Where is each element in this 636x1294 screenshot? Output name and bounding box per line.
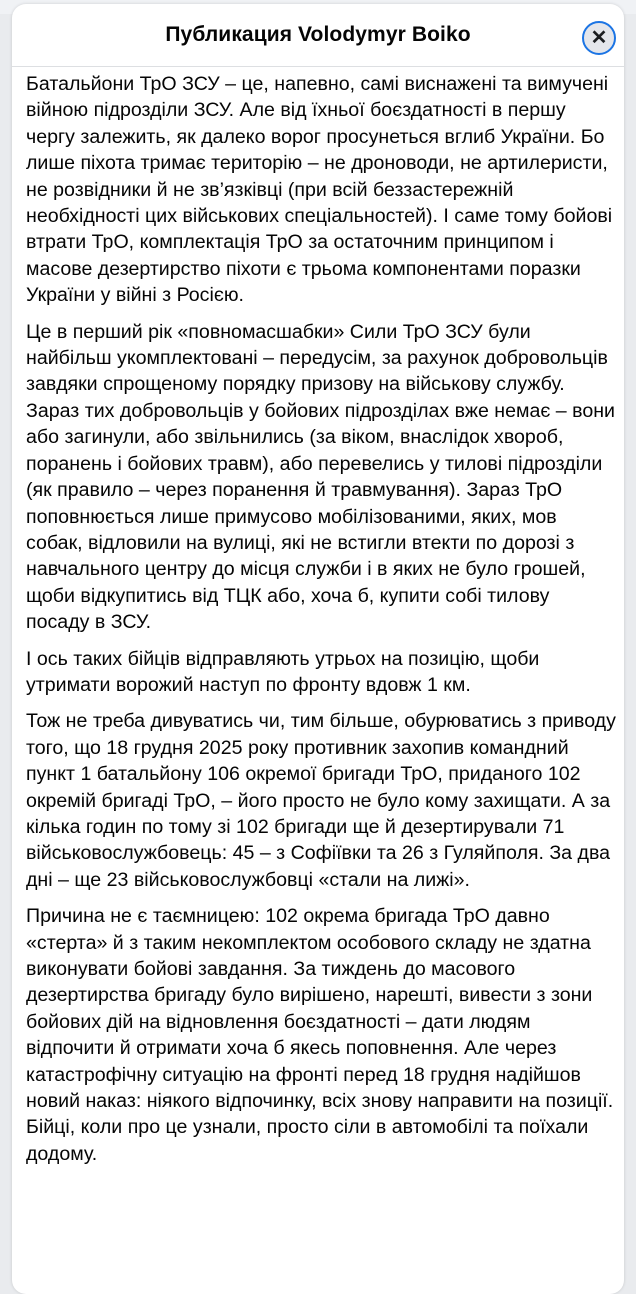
dialog-header xyxy=(12,4,624,67)
close-button[interactable] xyxy=(582,21,616,55)
post-body xyxy=(12,67,624,1167)
post-paragraph: Причина не є таємницею: 102 окрема бригада ТрО давно «стерта» й з таким некомплектом особового складу не здатна виконувати бойові завдання. За тиждень до масового дезертирства бригаду було вирішено, нарешті, вивести з зони бойових дій на відновлення боєздатності – дати людям відпочити й отримати хоча б якесь поповнення. Але через катастрофічну ситуацію на фронті перед 18 грудня надійшов новий наказ: ніякого відпочинку, всіх знову направити на позиції. Бійці, коли про це узнали, просто сіли в автомобілі та поїхали додому. xyxy=(26,905,614,1165)
post-paragraph: І ось таких бійців відправляють утрьох на позицію, щоби утримати ворожий наступ по фронту вдовж 1 км. xyxy=(26,647,540,696)
post-dialog xyxy=(12,4,624,1294)
post-paragraph: Тож не треба дивуватись чи, тим більше, обурюватись з приводу того, що 18 грудня 2025 року противник захопив командний пункт 1 батальйону 106 окремої бригади ТрО, приданого 102 окремій бригаді ТрО, – його просто не було кому захищати. А за кілька годин по тому зі 102 бригади ще й дезертирували 71 військовослужбовець: 45 – з Софіївки та 26 з Гуляйполя. За два дні – ще 23 військовослужбовці «стали на лижі». xyxy=(26,710,616,891)
post-paragraph: Це в перший рік «повномасшабки» Сили ТрО ЗСУ були найбільш укомплектовані – передусім, за рахунок добровольців завдяки спрощеному порядку призову на військову службу. Зараз тих добровольців у бойових підрозділах вже немає – вони або загинули, або звільнились (за віком, внаслідок хвороб, поранень і бойових травм), або перевелись у тилові підрозділи (як правило – через поранення й травмування). Зараз ТрО поповнюється лише примусово мобілізованими, яких, мов собак, відловили на вулиці, які не встигли втекти по дорозі з навчального центру до місця служби і в яких не було грошей, щоби відкупитись від ТЦК або, хоча б, купити собі тилову посаду в ЗСУ. xyxy=(26,320,615,634)
dialog-title: Публикация Volodymyr Boiko xyxy=(165,23,471,46)
close-icon: ✕ xyxy=(590,27,608,49)
post-paragraph: Батальйони ТрО ЗСУ – це, напевно, самі виснажені та вимучені війною підрозділи ЗСУ. Але від їхньої боєздатності в першу чергу залежить, як далеко ворог просунеться вглиб України. Бо лише піхота тримає територію – не дроноводи, не артилеристи, не розвідники й не зв’язківці (при всій беззастережній необхідності цих військових спеціальностей). І саме тому бойові втрати ТрО, комплектація ТрО за остаточним принципом і масове дезертирство піхоти є трьома компонентами поразки України у війні з Росією. xyxy=(26,73,613,307)
